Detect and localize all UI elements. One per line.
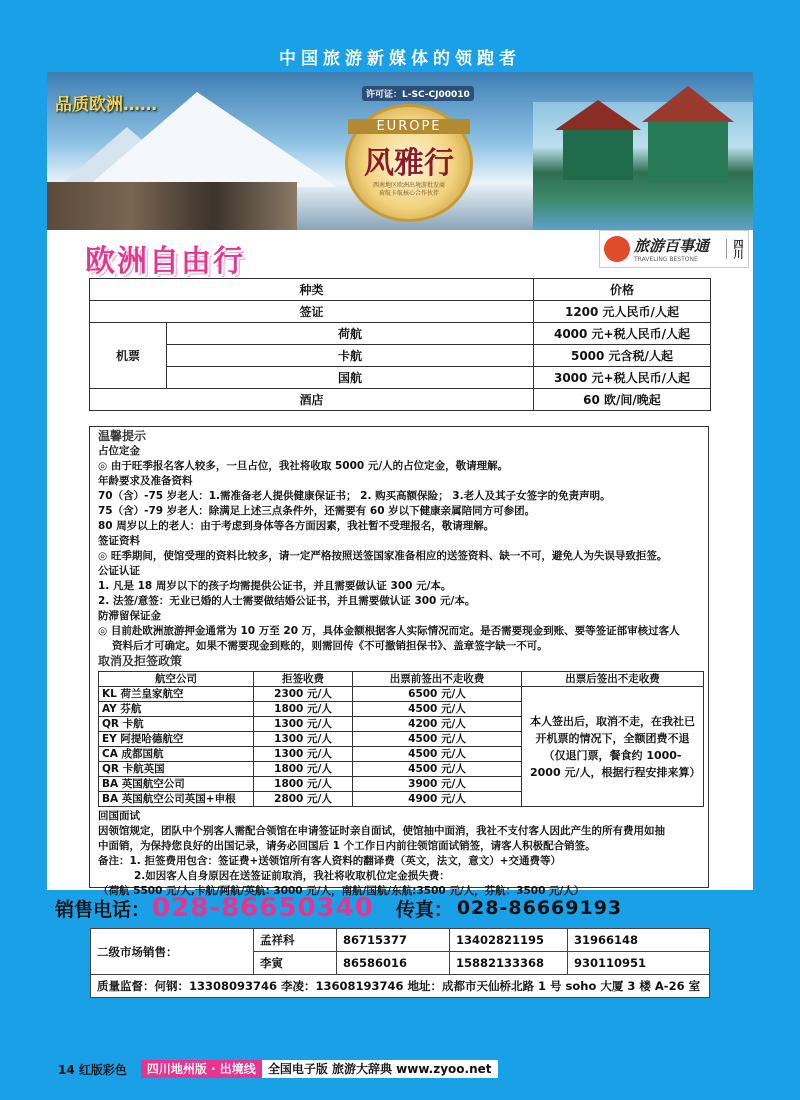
header-type: 种类 xyxy=(90,279,534,301)
agent-tel: 86586016 xyxy=(337,952,450,975)
cancel-table xyxy=(98,671,704,807)
age-heading: 年龄要求及准备资料 xyxy=(98,475,193,487)
cell-refusal: 1300 元/人 xyxy=(254,747,353,762)
cell-airline: BA 英国航空公司英国+申根 xyxy=(99,792,254,807)
emblem-en: EUROPE xyxy=(348,119,470,134)
notary-heading: 公证认证 xyxy=(98,565,140,577)
cell-refusal: 2300 元/人 xyxy=(254,687,353,702)
deposit-heading: 占位定金 xyxy=(98,445,140,457)
col-airline: 航空公司 xyxy=(99,672,254,687)
partner-sub: TRAVELING BESTONE xyxy=(634,256,698,263)
age-text: 70（含）-75 岁老人：1.需准备老人提供健康保证书； 2. 购买高额保险； 3.老人及其子女签字的免责声明。 xyxy=(98,490,611,502)
cell-refusal: 1800 元/人 xyxy=(254,762,353,777)
table-row xyxy=(90,367,711,389)
ticket-price: 4000 元+税人民币/人起 xyxy=(533,323,710,345)
phone-row xyxy=(55,890,622,926)
partner-region: 四川 xyxy=(726,239,744,259)
fax-number: 028-86669193 xyxy=(456,897,623,919)
house-decoration xyxy=(563,130,633,180)
top-slogan: 中国旅游新媒体的领跑者 xyxy=(279,49,521,69)
agent-qq: 31966148 xyxy=(568,929,710,952)
hotel-label: 酒店 xyxy=(90,389,534,411)
col-after: 出票后签出不走收费 xyxy=(522,672,704,687)
deposit-text: ◎ 由于旺季报名客人较多，一旦占位，我社将收取 5000 元/人的占位定金，敬请理解。 xyxy=(98,460,509,472)
age-text: 75（含）-79 岁老人：除满足上述三点条件外，还需要有 60 岁以下健康亲属陪同方可参团。 xyxy=(98,505,536,517)
table-row xyxy=(91,975,710,998)
partner-name: 旅游百事通 xyxy=(634,237,710,255)
partner-logo xyxy=(599,230,749,268)
guarantee-text: 资料后才可确定。如果不需要现金到账的，则需回传《不可撤销担保书》、盖章签字缺一不可。 xyxy=(112,640,548,652)
table-header-row xyxy=(99,672,704,687)
footer xyxy=(58,1060,498,1078)
agent-name: 李寅 xyxy=(254,952,337,975)
table-row xyxy=(90,345,711,367)
ticket-airline: 卡航 xyxy=(167,345,534,367)
ticket-label: 机票 xyxy=(90,323,167,389)
col-before: 出票前签出不走收费 xyxy=(353,672,522,687)
cell-before: 4900 元/人 xyxy=(353,792,522,807)
ticket-price: 3000 元+税人民币/人起 xyxy=(533,367,710,389)
emblem-sub: 荷航卡航核心合作伙伴 xyxy=(378,190,439,197)
crowd-decoration xyxy=(47,182,297,230)
tips-box xyxy=(89,426,709,897)
emblem-cn: 风雅行 xyxy=(364,146,454,181)
cell-before: 6500 元/人 xyxy=(353,687,522,702)
emblem-sub: 西南地区欧洲出境游批发商 xyxy=(372,182,445,189)
agent-mobile: 13402821195 xyxy=(450,929,568,952)
guarantee-heading: 防滞留保证金 xyxy=(98,610,161,622)
visa-label: 签证 xyxy=(90,301,534,323)
visa-price: 1200 元人民币/人起 xyxy=(533,301,710,323)
fax-label: 传真： xyxy=(395,898,453,921)
supervision: 质量监督：何钢：13308093746 李凌：13608193746 地址：成都市天仙桥北路 1 号 soho 大厦 3 楼 A-26 室 xyxy=(91,975,710,998)
cancel-note: 本人签出后，取消不走，在我社已开机票的情况下，全额团费不退（仅退门票，餐食约 1000-2000 元/人，根据行程安排来算） xyxy=(522,687,704,807)
docs-text: ◎ 旺季期间，使馆受理的资料比较多，请一定严格按照送签国家准备相应的送签资料、缺一不可，避免人为失误导致拒签。 xyxy=(98,550,668,562)
contact-table xyxy=(90,928,710,998)
cell-before: 4500 元/人 xyxy=(353,732,522,747)
sales-phone: 028-86650340 xyxy=(152,893,374,923)
table-row xyxy=(91,929,710,952)
cell-airline: AY 芬航 xyxy=(99,702,254,717)
remark-text: （荷航 5500 元/人,卡航/阿航/英航: 3000 元/人，南航/国航/东航:3500 元/人，芬航：3500 元/人） xyxy=(98,885,585,897)
table-row xyxy=(90,389,711,411)
interview-heading: 回国面试 xyxy=(98,810,140,822)
footer-site: 全国电子版 旅游大辞典 www.zyoo.net xyxy=(262,1060,498,1078)
hotel-price: 60 欧/间/晚起 xyxy=(533,389,710,411)
cell-airline: CA 成都国航 xyxy=(99,747,254,762)
agent-name: 孟祥科 xyxy=(254,929,337,952)
guarantee-text: ◎ 目前赴欧洲旅游押金通常为 10 万至 20 万，具体金额根据客人实际情况而定。是否需要现金到账、要等签证部审核过客人 xyxy=(98,625,680,637)
cell-airline: EY 阿提哈德航空 xyxy=(99,732,254,747)
mascot-icon xyxy=(604,236,630,262)
cell-before: 4500 元/人 xyxy=(353,762,522,777)
notary-text: 2. 法签/意签：无业已婚的人士需要做结婚公证书，并且需要做认证 300 元/本。 xyxy=(98,595,476,607)
agent-tel: 86715377 xyxy=(337,929,450,952)
cell-before: 4500 元/人 xyxy=(353,747,522,762)
banner-tagline: 品质欧洲…… xyxy=(55,95,157,115)
remark-text: 2.如因客人自身原因在送签证前取消，我社将收取机位定金损失费： xyxy=(134,870,450,882)
cell-refusal: 1300 元/人 xyxy=(254,732,353,747)
cell-airline: QR 卡航 xyxy=(99,717,254,732)
section-title: 欧洲自由行 xyxy=(85,244,245,279)
house-decoration xyxy=(648,122,728,182)
ticket-airline: 国航 xyxy=(167,367,534,389)
remark-text: 备注：1. 拒签费用包含：签证费+送领馆所有客人资料的翻译费（英文，法文，意文）+交通费等） xyxy=(98,855,562,867)
europe-emblem xyxy=(345,104,473,222)
table-header-row xyxy=(90,279,711,301)
header-price: 价格 xyxy=(533,279,710,301)
agent-mobile: 15882133368 xyxy=(450,952,568,975)
phone-label: 销售电话： xyxy=(55,898,151,921)
cancel-heading: 取消及拒签政策 xyxy=(98,654,183,668)
agent-qq: 930110951 xyxy=(568,952,710,975)
price-table xyxy=(89,278,711,411)
cell-refusal: 2800 元/人 xyxy=(254,792,353,807)
cell-refusal: 1800 元/人 xyxy=(254,777,353,792)
table-row xyxy=(90,301,711,323)
cell-airline: KL 荷兰皇家航空 xyxy=(99,687,254,702)
secondary-label: 二级市场销售： xyxy=(91,929,254,975)
tips-title: 温馨提示 xyxy=(98,429,147,443)
page-number: 14 红版彩色 xyxy=(58,1062,127,1077)
notary-text: 1. 凡是 18 周岁以下的孩子均需提供公证书，并且需要做认证 300 元/本。 xyxy=(98,580,452,592)
cell-before: 4200 元/人 xyxy=(353,717,522,732)
table-row xyxy=(90,323,711,345)
ticket-price: 5000 元含税/人起 xyxy=(533,345,710,367)
edition-tag: 四川地州版 · 出境线 xyxy=(141,1060,262,1078)
cell-refusal: 1300 元/人 xyxy=(254,717,353,732)
age-text: 80 周岁以上的老人：由于考虑到身体等各方面因素，我社暂不受理报名，敬请理解。 xyxy=(98,520,495,532)
content-panel xyxy=(47,72,753,923)
cell-before: 4500 元/人 xyxy=(353,702,522,717)
interview-text: 因领馆规定，团队中个别客人需配合领馆在申请签证时亲自面试，使馆抽中面消，我社不支付客人因此产生的所有费用如抽 xyxy=(98,825,665,837)
cell-refusal: 1800 元/人 xyxy=(254,702,353,717)
cell-before: 3900 元/人 xyxy=(353,777,522,792)
docs-heading: 签证资料 xyxy=(98,535,140,547)
license-badge: 许可证：L-SC-CJ00010 xyxy=(362,86,474,101)
banner xyxy=(47,72,753,230)
cell-airline: BA 英国航空公司 xyxy=(99,777,254,792)
ticket-airline: 荷航 xyxy=(167,323,534,345)
interview-text: 中面销，为保持您良好的出国记录，请务必回国后 1 个工作日内前往领馆面试销签，请客人积极配合销签。 xyxy=(98,840,596,852)
col-refusal: 拒签收费 xyxy=(254,672,353,687)
table-row xyxy=(99,687,704,702)
cell-airline: QR 卡航英国 xyxy=(99,762,254,777)
